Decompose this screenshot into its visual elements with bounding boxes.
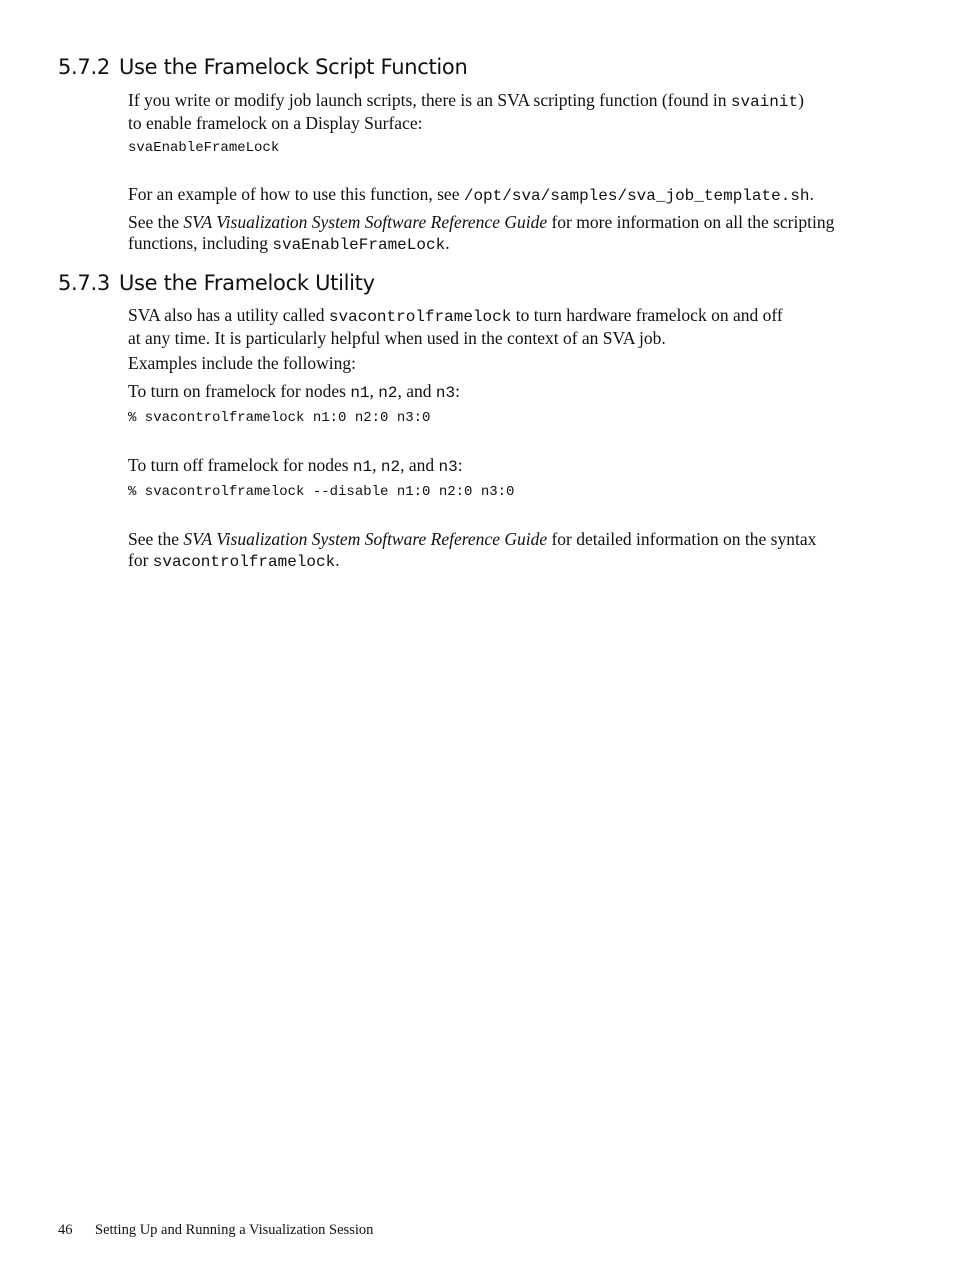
section-title: Use the Framelock Utility — [118, 271, 375, 295]
inline-code-svainit: svainit — [730, 93, 799, 111]
inline-code-svacontrolframelock: svacontrolframelock — [328, 308, 512, 326]
code-block-enable-framelock: % svacontrolframelock n1:0 n2:0 n3:0 — [128, 410, 431, 426]
reference-guide-title: SVA Visualization System Software Reference Guide — [183, 529, 548, 549]
paragraph-script-function-intro: If you write or modify job launch scripts, there is an SVA scripting function (found in svainit) to enable framelock on a Display Surface: — [128, 90, 804, 133]
inline-code-sva-enable-framelock: svaEnableFrameLock — [272, 236, 446, 254]
paragraph-examples-intro: Examples include the following: — [128, 353, 356, 373]
paragraph-turn-on-framelock: To turn on framelock for nodes n1, n2, and n3: — [128, 381, 460, 402]
paragraph-reference-guide: See the SVA Visualization System Software Reference Guide for more information on all the scripting functions, including svaEnableFrameLock. — [128, 212, 835, 254]
section-heading-5-7-3 — [58, 271, 375, 295]
section-heading-5-7-2 — [58, 55, 467, 79]
inline-code-n2: n2 — [378, 384, 398, 402]
inline-code-n3: n3 — [435, 384, 456, 402]
footer-chapter-title: Setting Up and Running a Visualization Session — [95, 1222, 374, 1238]
inline-code-n2: n2 — [380, 458, 401, 476]
inline-code-n1: n1 — [352, 458, 373, 476]
inline-code-n1: n1 — [350, 384, 370, 402]
code-block-sva-enable-framelock: svaEnableFrameLock — [128, 140, 280, 156]
inline-code-template-path: /opt/sva/samples/sva_job_template.sh — [463, 187, 810, 205]
paragraph-utility-intro: SVA also has a utility called svacontrolframelock to turn hardware framelock on and off at any time. It is particularly helpful when used in the context of an SVA job. — [128, 305, 783, 348]
inline-code-n3: n3 — [438, 458, 458, 476]
reference-guide-title: SVA Visualization System Software Reference Guide — [183, 212, 548, 232]
code-block-disable-framelock: % svacontrolframelock --disable n1:0 n2:0 n3:0 — [128, 484, 515, 500]
section-number: 5.7.2 — [58, 55, 110, 79]
inline-code-svacontrolframelock: svacontrolframelock — [152, 553, 336, 571]
section-number: 5.7.3 — [58, 271, 110, 295]
paragraph-turn-off-framelock: To turn off framelock for nodes n1, n2, and n3: — [128, 455, 463, 476]
page-number: 46 — [58, 1222, 73, 1238]
paragraph-syntax-reference: See the SVA Visualization System Software Reference Guide for detailed information on the syntax for svacontrolframelock. — [128, 529, 817, 571]
paragraph-example-path: For an example of how to use this function, see /opt/sva/samples/sva_job_template.sh. — [128, 184, 814, 205]
section-title: Use the Framelock Script Function — [118, 55, 468, 79]
